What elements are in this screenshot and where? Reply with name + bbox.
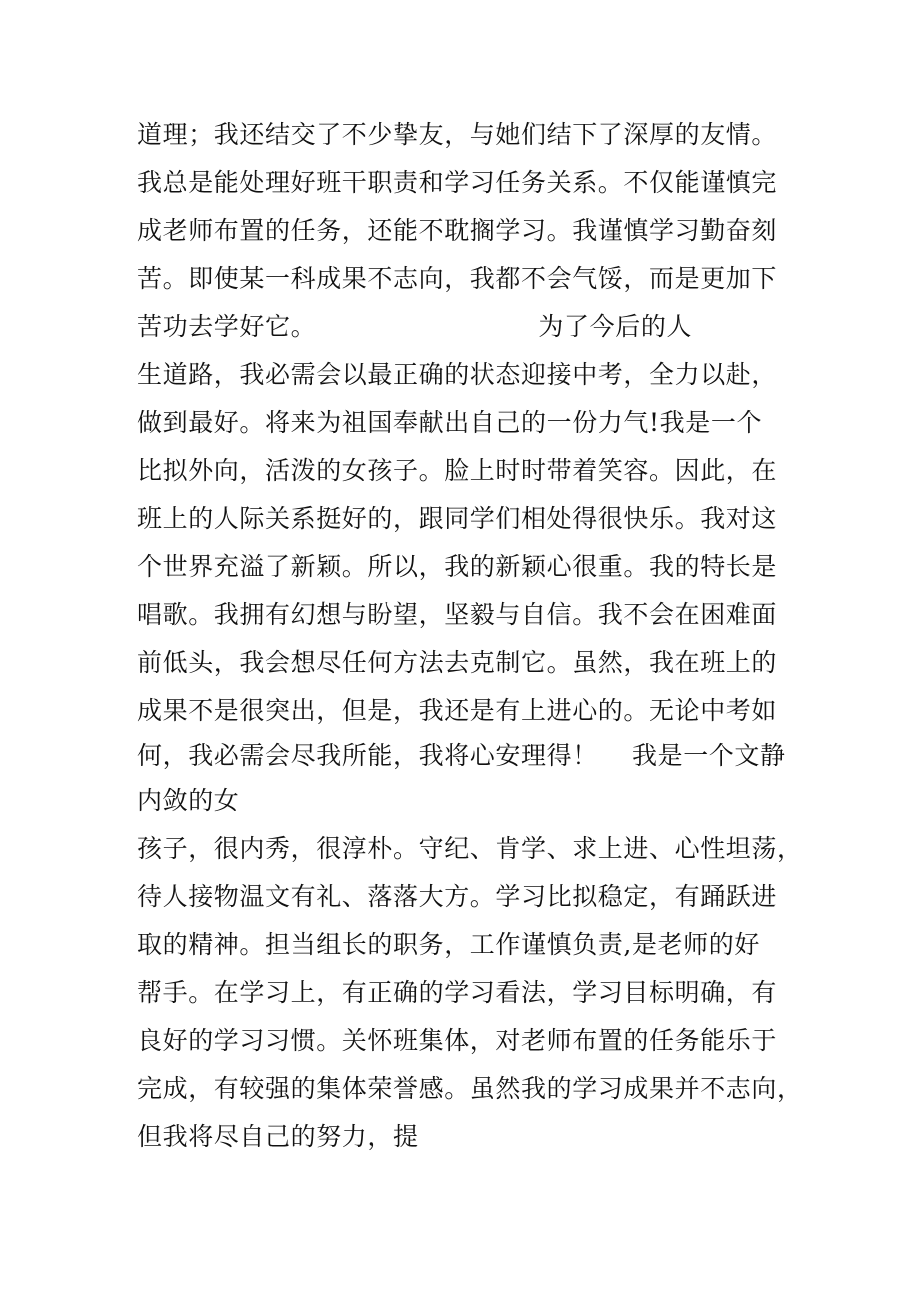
text-line: 我总是能处理好班干职责和学习任务关系。不仅能谨慎完 (137, 168, 778, 197)
text-line: 个世界充溢了新颖。所以，我的新颖心很重。我的特长是 (137, 552, 778, 581)
text-line: 何，我必需会尽我所能，我将心安理得！ 我是一个文静 (137, 741, 786, 770)
text-line: 做到最好。将来为祖国奉献出自己的一份力气!我是一个 (137, 408, 763, 437)
text-line: 孩子，很内秀，很淳朴。守纪、肯学、求上进、心性坦荡， (137, 834, 803, 863)
text-line: 但我将尽自己的努力，提 (137, 1122, 419, 1151)
text-line: 成老师布置的任务，还能不耽搁学习。我谨慎学习勤奋刻 (137, 216, 778, 245)
text-line: 比拟外向，活泼的女孩子。脸上时时带着笑容。因此，在 (137, 456, 778, 485)
text-line: 成果不是很突出，但是，我还是有上进心的。无论中考如 (137, 696, 778, 725)
text-line: 良好的学习习惯。关怀班集体，对老师布置的任务能乐于 (137, 1026, 778, 1055)
body-text (137, 111, 803, 1161)
text-line: 内敛的女 (137, 786, 240, 815)
text-line: 前低头，我会想尽任何方法去克制它。虽然，我在班上的 (137, 648, 778, 677)
text-line: 道理；我还结交了不少挚友，与她们结下了深厚的友情。 (137, 120, 778, 149)
text-line: 待人接物温文有礼、落落大方。学习比拟稳定，有踊跃进 (137, 882, 778, 911)
text-line: 苦。即使某一科成果不志向，我都不会气馁，而是更加下 (137, 264, 778, 293)
text-line: 班上的人际关系挺好的，跟同学们相处得很快乐。我对这 (137, 504, 778, 533)
text-line: 生道路，我必需会以最正确的状态迎接中考，全力以赴， (137, 360, 778, 389)
text-line: 苦功去学好它。 为了今后的人 (137, 312, 693, 341)
text-line: 帮手。在学习上，有正确的学习看法，学习目标明确，有 (137, 978, 778, 1007)
text-line: 完成，有较强的集体荣誉感。虽然我的学习成果并不志向， (137, 1074, 803, 1103)
text-line: 取的精神。担当组长的职务，工作谨慎负责,是老师的好 (137, 930, 760, 959)
text-line: 唱歌。我拥有幻想与盼望，坚毅与自信。我不会在困难面 (137, 600, 778, 629)
